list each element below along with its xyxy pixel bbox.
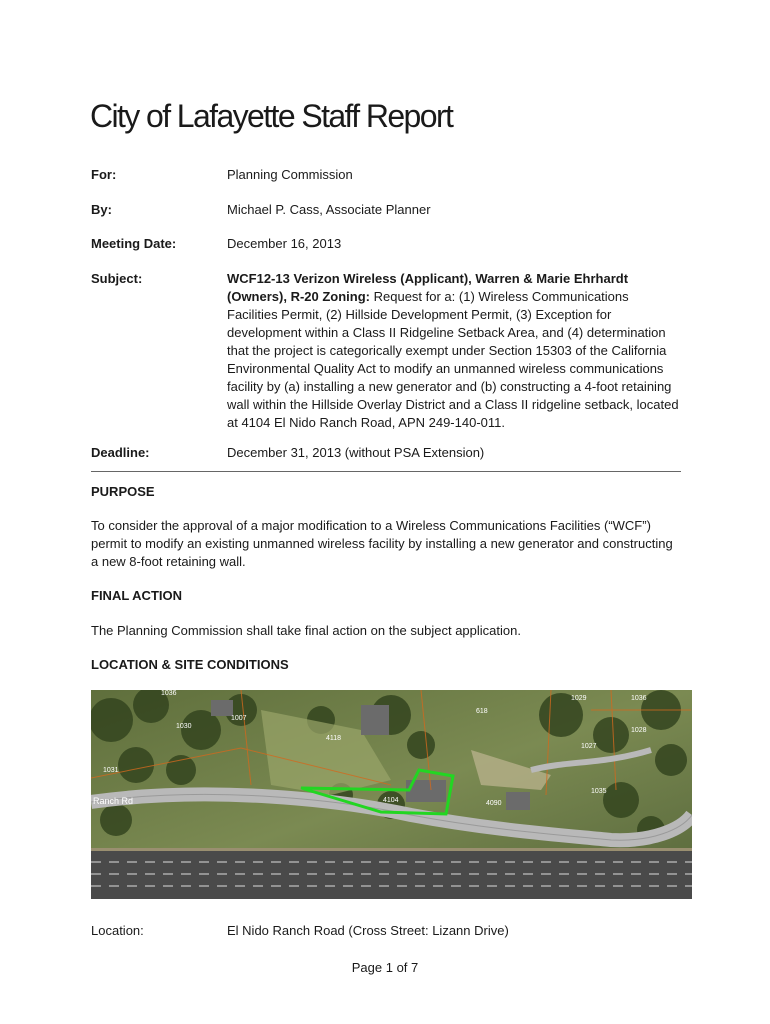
parcel-label: 4090 bbox=[486, 800, 502, 807]
deadline-value: December 31, 2013 (without PSA Extension) bbox=[227, 445, 485, 460]
by-value: Michael P. Cass, Associate Planner bbox=[227, 202, 431, 217]
road-label: Ranch Rd bbox=[93, 796, 134, 806]
final-action-text: The Planning Commission shall take final action on the subject application. bbox=[91, 623, 521, 638]
parcel-label: 4104 bbox=[383, 797, 399, 804]
for-value: Planning Commission bbox=[227, 167, 353, 182]
meeting-date-label: Meeting Date: bbox=[91, 236, 177, 251]
parcel-label: 1007 bbox=[231, 715, 247, 722]
subject-value bbox=[227, 270, 681, 432]
parcel-label: 1036 bbox=[161, 690, 177, 697]
report-title: City of Lafayette Staff Report bbox=[90, 98, 453, 134]
parcel-label: 1036 bbox=[631, 695, 647, 702]
page-number: Page 1 of 7 bbox=[351, 960, 419, 975]
by-label: By: bbox=[91, 202, 112, 217]
parcel-label: 1029 bbox=[571, 695, 587, 702]
parcel-label: 1031 bbox=[103, 767, 119, 774]
location-value: El Nido Ranch Road (Cross Street: Lizann Drive) bbox=[227, 923, 509, 938]
deadline-label: Deadline: bbox=[91, 445, 150, 460]
parcel-label: 618 bbox=[476, 708, 488, 715]
for-label: For: bbox=[91, 167, 117, 182]
subject-heading: WCF12-13 Verizon Wireless (Applicant), Warren & Marie Ehrhardt (Owners), R-20 Zoning: bbox=[227, 271, 629, 304]
subject-label: Subject: bbox=[91, 271, 143, 286]
location-label: Location: bbox=[91, 923, 144, 938]
meeting-date-value: December 16, 2013 bbox=[227, 236, 342, 251]
parcel-label: 1028 bbox=[631, 727, 647, 734]
parcel-label: 4118 bbox=[326, 735, 342, 742]
parcel-label: 1027 bbox=[581, 743, 597, 750]
subject-text: Request for a: (1) Wireless Communications Facilities Permit, (2) Hillside Development Permit, (3) Exception for development within a Class II Ridgeline Setback Area, and (4) determination that the project is categorically exempt under Section 15303 of the California Environmental Quality Act to modify an unmanned wireless communications facility by (a) installing a new generator and (b) constructing a 4-foot retaining wall within the Hillside Overlay District and a Class II ridgeline setback, located at 4104 El Nido Ranch Road, APN 249-140-011. bbox=[227, 289, 679, 430]
section-divider bbox=[91, 471, 681, 472]
purpose-text: To consider the approval of a major modification to a Wireless Communications Facilities (“WCF”) permit to modify an existing unmanned wireless facility by installing a new generator and constructing a new 8-foot retaining wall. bbox=[91, 518, 673, 569]
location-heading: LOCATION & SITE CONDITIONS bbox=[91, 657, 289, 672]
final-action-heading: FINAL ACTION bbox=[91, 588, 182, 603]
parcel-label: 1035 bbox=[591, 788, 607, 795]
parcel-label: 1030 bbox=[176, 723, 192, 730]
aerial-site-map bbox=[91, 690, 692, 899]
purpose-heading: PURPOSE bbox=[91, 484, 155, 499]
